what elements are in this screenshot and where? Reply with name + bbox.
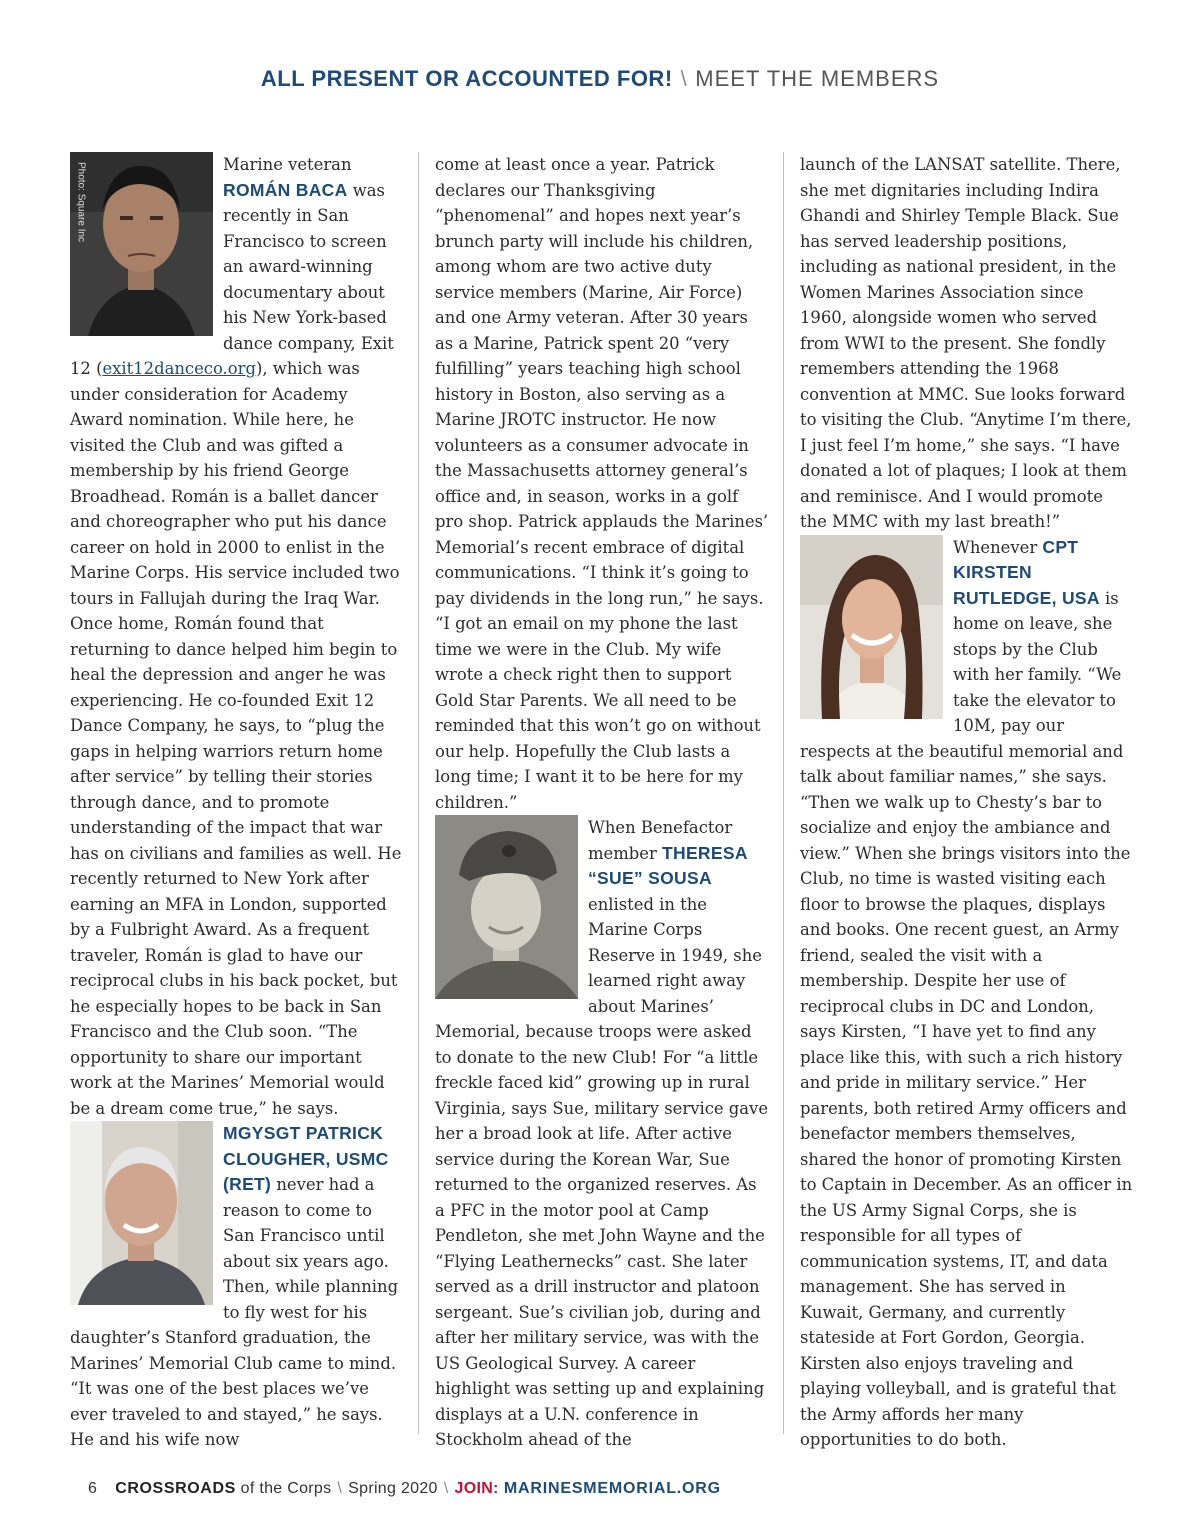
column-2 bbox=[435, 152, 769, 1453]
photo-theresa-sousa bbox=[435, 815, 578, 999]
photo-kirsten-rutledge bbox=[800, 535, 943, 719]
column-divider-2 bbox=[783, 152, 784, 1434]
page-header bbox=[0, 66, 1200, 92]
join-label: JOIN: bbox=[454, 1480, 499, 1497]
member-name: ROMÁN BACA bbox=[223, 179, 348, 200]
section-subtitle: MEET THE MEMBERS bbox=[695, 66, 940, 91]
header-separator: \ bbox=[680, 66, 688, 91]
column-1 bbox=[70, 152, 404, 1453]
member-name: THERESA “SUE” SOUSA bbox=[588, 842, 748, 888]
exit12-link[interactable]: exit12danceco.org bbox=[102, 359, 256, 378]
photo-credit: Photo: Square Inc bbox=[75, 162, 87, 243]
article-clougher-continued: come at least once a year. Patrick declares our Thanksgiving “phenomenal” and hopes next year’s brunch party will include his children, among whom are two active duty service members (Marine, Air Force) and one Army veteran. After 30 years as a Marine, Patrick spent 20 “very fulfilling” years teaching high school history in Boston, also serving as a Marine JROTC instructor. He now volunteers as a consumer advocate in the Massachusetts attorney general’s office and, in season, works in a golf pro shop. Patrick applauds the Marines’ Memorial’s recent embrace of digital communications. “I think it’s going to pay dividends in the long run,” he says. “I got an email on my phone the last time we were in the Club. My wife wrote a check right then to support Gold Star Parents. We all need to be reminded that this won’t go on without our help. Hopefully the Club lasts a long time; I want it to be here for my children.” bbox=[435, 155, 769, 812]
member-name: CPT KIRSTEN RUTLEDGE, USA bbox=[953, 536, 1100, 608]
article-baca: Photo: Square Inc Marine veteran ROMÁN BACA was recently in San Francisco to screen an award-winning documentary about his New York-based dance company, Exit 12 (exit12danceco.org), which was under consideration for Academy Award nomination. While here, he visited the Club and was gifted a membership by his friend George Broadhead. Román is a ballet dancer and choreographer who put his dance career on hold in 2000 to enlist in the Marine Corps. His service included two tours in Fallujah during the Iraq War. Once home, Román found that returning to dance helped him begin to heal the depression and anger he was experiencing. He co-founded Exit 12 Dance Company, he says, to “plug the gaps in helping warriors return home after service” by telling their stories through dance, and to promote understanding of the impact that war has on civilians and families as well. He recently returned to New York after earning an MFA in London, supported by a Fulbright Award. As a frequent traveler, Román is glad to have our reciprocal clubs in his back pocket, but he especially hopes to be back in San Francisco and the Club soon. “The opportunity to share our important work at the Marines’ Memorial would be a dream come true,” he says. bbox=[70, 152, 404, 1121]
article-rutledge: Whenever CPT KIRSTEN RUTLEDGE, USA is home on leave, she stops by the Club with her family. “We take the elevator to 10M, pay our respects at the beautiful memorial and talk about familiar names,” she says. “Then we walk up to Chesty’s bar to socialize and enjoy the ambiance and view.” When she brings visitors into the Club, no time is wasted visiting each floor to browse the plaques, displays and books. One recent guest, an Army friend, sealed the visit with a membership. Despite her use of reciprocal clubs in DC and London, says Kirsten, “I have yet to find any place like this, with such a rich history and pride in military service.” Her parents, both retired Army officers and benefactor members themselves, shared the honor of promoting Kirsten to Captain in December. As an officer in the US Army Signal Corps, she is responsible for all types of communication systems, IT, and data management. She has served in Kuwait, Germany, and currently stateside at Fort Gordon, Georgia. Kirsten also enjoys traveling and playing volleyball, and is grateful that the Army affords her many opportunities to do both. bbox=[800, 536, 1133, 1449]
website-link[interactable]: MARINESMEMORIAL.ORG bbox=[498, 1480, 721, 1497]
article-sousa: When Benefactor member THERESA “SUE” SOUSA enlisted in the Marine Corps Reserve in 1949, she learned right away about Marines’ Memorial, because troops were asked to donate to the new Club! For “a little freckle faced kid” growing up in rural Virginia, says Sue, military service gave her a broad look at life. After active service during the Korean War, Sue returned to the organized reserves. As a PFC in the motor pool at Camp Pendleton, she met John Wayne and the “Flying Leathernecks” cast. She later served as a drill instructor and platoon sergeant. Sue’s civilian job, during and after her military service, was with the US Geological Survey. A career highlight was setting up and explaining displays at a U.N. conference in Stockholm ahead of the bbox=[435, 815, 769, 1453]
article-sousa-continued: launch of the LANSAT satellite. There, she met dignitaries including Indira Ghandi and Shirley Temple Black. Sue has served leadership positions, including as national president, in the Women Marines Association since 1960, alongside women who served from WWI to the present. She fondly remembers attending the 1968 convention at MMC. Sue looks forward to visiting the Club. “Anytime I’m there, I just feel I’m home,” she says. “I have donated a lot of plaques; I look at them and reminisce. And I would promote the MMC with my last breath!” bbox=[800, 155, 1132, 531]
photo-roman-baca bbox=[70, 152, 213, 336]
issue-date: Spring 2020 bbox=[348, 1480, 438, 1497]
page-number: 6 bbox=[88, 1480, 98, 1497]
page-footer: 6 CROSSROADS of the Corps \ Spring 2020 \ JOIN: MARINESMEMORIAL.ORG bbox=[88, 1480, 721, 1497]
column-divider-1 bbox=[418, 152, 419, 1434]
section-title: ALL PRESENT OR ACCOUNTED FOR! bbox=[260, 66, 673, 91]
member-name: MGYSGT PATRICK CLOUGHER, USMC (RET) bbox=[223, 1123, 389, 1194]
magazine-title: CROSSROADS bbox=[115, 1480, 236, 1497]
article-clougher: MGYSGT PATRICK CLOUGHER, USMC (RET) never had a reason to come to San Francisco until about six years ago. Then, while planning to fly west for his daughter’s Stanford graduation, the Marines’ Memorial Club came to mind. “It was one of the best places we’ve ever traveled to and stayed,” he says. He and his wife now bbox=[70, 1123, 399, 1449]
photo-patrick-clougher bbox=[70, 1121, 213, 1305]
column-3 bbox=[800, 152, 1134, 1453]
